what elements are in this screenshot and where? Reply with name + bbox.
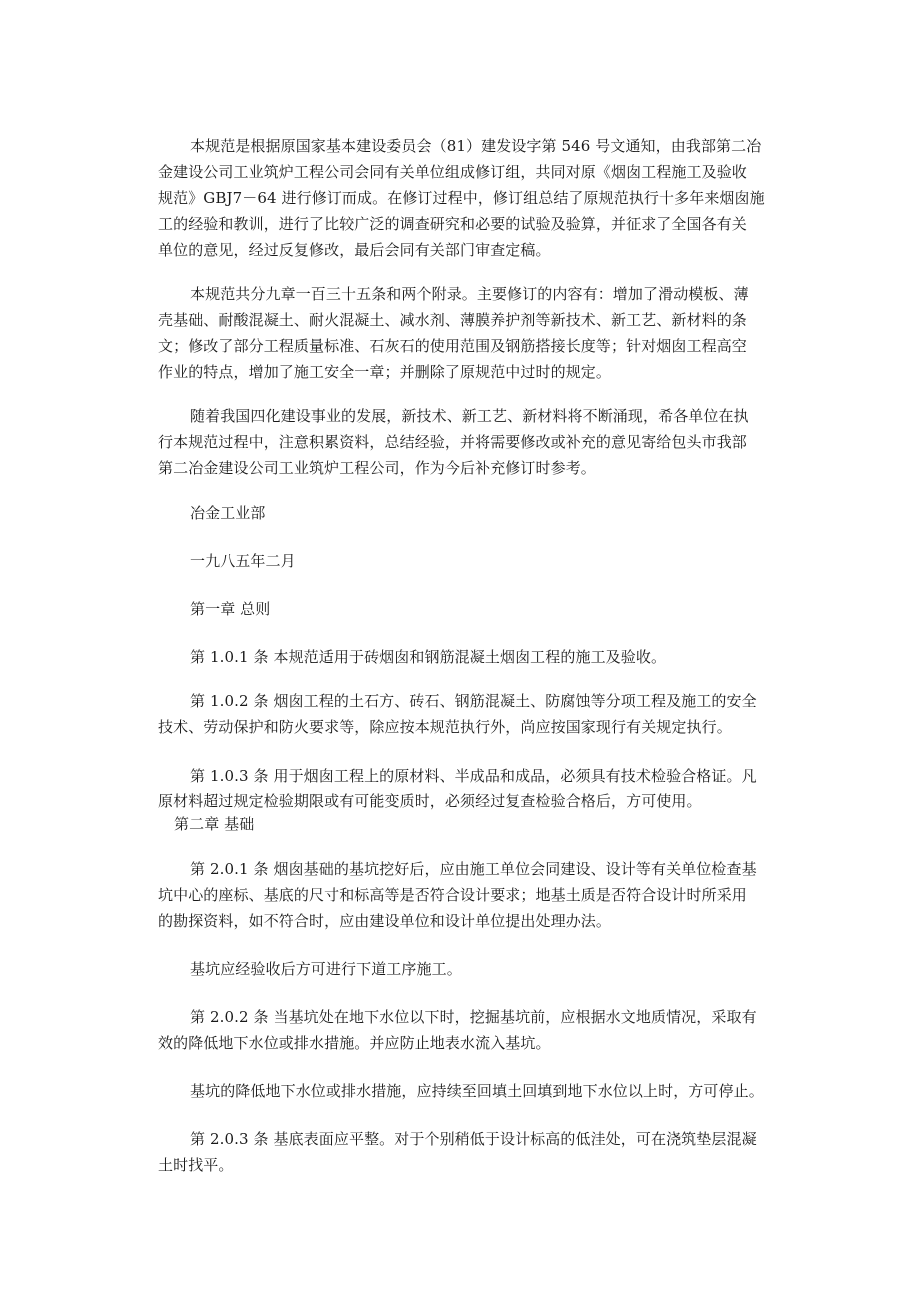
text-line: 随着我国四化建设事业的发展，新技术、新工艺、新材料将不断涌现，希各单位在执	[190, 407, 749, 425]
text-line: 土时找平。	[158, 1156, 234, 1174]
chapter-1-title: 第一章 总则	[190, 600, 271, 618]
text-line: 金建设公司工业筑炉工程公司会同有关单位组成修订组，共同对原《烟囱工程施工及验收	[158, 163, 747, 181]
issue-date: 一九八五年二月	[190, 552, 296, 570]
text-line: 技术、劳动保护和防火要求等，除应按本规范执行外，尚应按国家现行有关规定执行。	[158, 718, 732, 736]
text-line: 文；修改了部分工程质量标准、石灰石的使用范围及钢筋搭接长度等；针对烟囱工程高空	[158, 337, 747, 355]
text-line: 基坑的降低地下水位或排水措施，应持续至回填土回填到地下水位以上时，方可停止。	[190, 1082, 764, 1100]
text-line: 壳基础、耐酸混凝土、耐火混凝土、减水剂、薄膜养护剂等新技术、新工艺、新材料的条	[158, 311, 747, 329]
text-line: 本规范共分九章一百三十五条和两个附录。主要修订的内容有：增加了滑动模板、薄	[190, 285, 749, 303]
text-line: 效的降低地下水位或排水措施。并应防止地表水流入基坑。	[158, 1034, 551, 1052]
text-line: 原材料超过规定检验期限或有可能变质时，必须经过复查检验合格后，方可使用。	[158, 792, 702, 810]
text-line: 第二冶金建设公司工业筑炉工程公司，作为今后补充修订时参考。	[158, 459, 596, 477]
text-line: 单位的意见，经过反复修改，最后会同有关部门审查定稿。	[158, 241, 551, 259]
text-line: 第 2.0.3 条 基底表面应平整。对于个别稍低于设计标高的低洼处，可在浇筑垫层混凝	[190, 1130, 757, 1148]
text-line: 行本规范过程中，注意积累资料，总结经验，并将需要修改或补充的意见寄给包头市我部	[158, 433, 747, 451]
text-line: 第 2.0.1 条 烟囱基础的基坑挖好后，应由施工单位会同建设、设计等有关单位检查基	[190, 860, 757, 878]
text-line: 工的经验和教训，进行了比较广泛的调查研究和必要的试验及验算，并征求了全国各有关	[158, 215, 747, 233]
text-line: 第 1.0.2 条 烟囱工程的土石方、砖石、钢筋混凝土、防腐蚀等分项工程及施工的安全	[190, 692, 757, 710]
text-line: 规范》GBJ7－64 进行修订而成。在修订过程中，修订组总结了原规范执行十多年来烟囱施	[158, 189, 765, 207]
text-line: 基坑应经验收后方可进行下道工序施工。	[190, 960, 462, 978]
chapter-2-title: 第二章 基础	[174, 815, 255, 833]
text-line: 第 1.0.1 条 本规范适用于砖烟囱和钢筋混凝土烟囱工程的施工及验收。	[190, 648, 667, 666]
text-line: 第 2.0.2 条 当基坑处在地下水位以下时，挖掘基坑前，应根据水文地质情况，采取有	[190, 1008, 757, 1026]
text-line: 第 1.0.3 条 用于烟囱工程上的原材料、半成品和成品，必须具有技术检验合格证。凡	[190, 767, 757, 785]
text-line: 本规范是根据原国家基本建设委员会（81）建发设字第 546 号文通知，由我部第二冶	[190, 137, 762, 155]
issuer-signature: 冶金工业部	[190, 504, 266, 522]
text-line: 坑中心的座标、基底的尺寸和标高等是否符合设计要求；地基土质是否符合设计时所采用	[158, 886, 747, 904]
text-line: 的勘探资料，如不符合时，应由建设单位和设计单位提出处理办法。	[158, 912, 612, 930]
text-line: 作业的特点，增加了施工安全一章；并删除了原规范中过时的规定。	[158, 363, 612, 381]
